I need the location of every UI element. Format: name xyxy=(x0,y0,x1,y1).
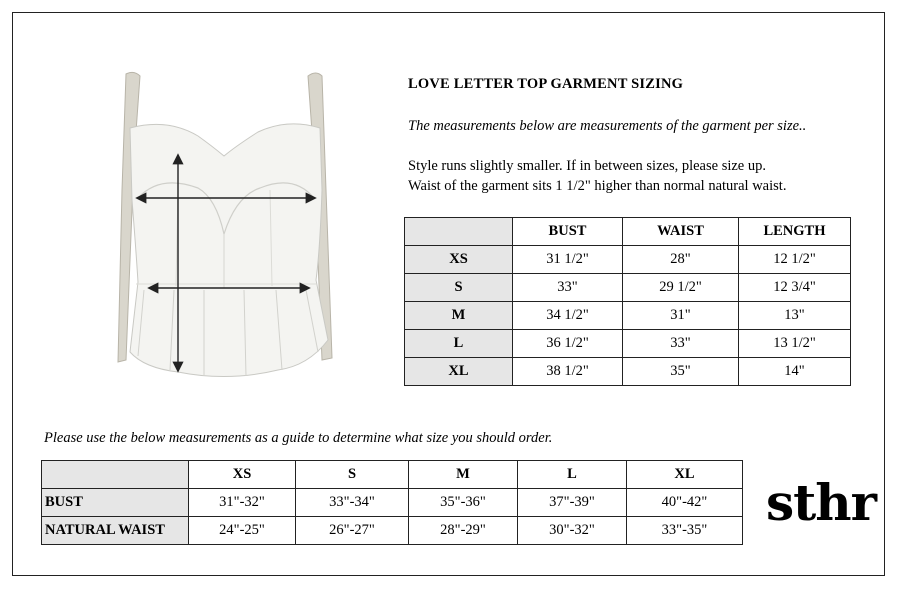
waist-value: 33" xyxy=(623,330,739,358)
header-length: LENGTH xyxy=(739,218,851,246)
header-size-s: S xyxy=(296,461,409,489)
table-row xyxy=(405,302,851,330)
bust-range: 35"-36" xyxy=(409,489,518,517)
bust-range: 37"-39" xyxy=(518,489,627,517)
bust-value: 34 1/2" xyxy=(513,302,623,330)
corner-cell xyxy=(42,461,189,489)
bodice xyxy=(130,124,328,377)
length-value: 14" xyxy=(739,358,851,386)
bust-value: 38 1/2" xyxy=(513,358,623,386)
table-row xyxy=(42,489,743,517)
fit-note: Style runs slightly smaller. If in between sizes, please size up. xyxy=(408,158,766,174)
size-label: S xyxy=(405,274,513,302)
body-measurement-table xyxy=(41,460,743,545)
waist-range: 26"-27" xyxy=(296,517,409,545)
waist-value: 29 1/2" xyxy=(623,274,739,302)
table-row xyxy=(405,358,851,386)
bust-range: 40"-42" xyxy=(627,489,743,517)
size-label: M xyxy=(405,302,513,330)
page-title: LOVE LETTER TOP GARMENT SIZING xyxy=(408,76,684,92)
table-row xyxy=(42,517,743,545)
bust-range: 33"-34" xyxy=(296,489,409,517)
garment-illustration xyxy=(108,70,340,390)
bust-range: 31"-32" xyxy=(189,489,296,517)
header-size-xl: XL xyxy=(627,461,743,489)
size-label: XL xyxy=(405,358,513,386)
waist-value: 31" xyxy=(623,302,739,330)
size-label: L xyxy=(405,330,513,358)
waist-range: 33"-35" xyxy=(627,517,743,545)
row-label-natural-waist: NATURAL WAIST xyxy=(42,517,189,545)
length-value: 13 1/2" xyxy=(739,330,851,358)
bust-value: 31 1/2" xyxy=(513,246,623,274)
garment-size-table xyxy=(404,217,851,386)
bust-value: 33" xyxy=(513,274,623,302)
waist-value: 28" xyxy=(623,246,739,274)
size-guide-instruction: Please use the below measurements as a guide to determine what size you should order. xyxy=(44,430,553,446)
bust-value: 36 1/2" xyxy=(513,330,623,358)
length-value: 12 1/2" xyxy=(739,246,851,274)
waist-range: 24"-25" xyxy=(189,517,296,545)
table-header-row xyxy=(405,218,851,246)
table-header-row xyxy=(42,461,743,489)
garment-measurement-note: The measurements below are measurements of the garment per size.. xyxy=(408,118,807,134)
waist-range: 30"-32" xyxy=(518,517,627,545)
table-row xyxy=(405,330,851,358)
waist-range: 28"-29" xyxy=(409,517,518,545)
length-value: 13" xyxy=(739,302,851,330)
table-row xyxy=(405,246,851,274)
table-row xyxy=(405,274,851,302)
header-bust: BUST xyxy=(513,218,623,246)
brand-logo: sthr xyxy=(766,473,876,532)
waist-value: 35" xyxy=(623,358,739,386)
header-size-m: M xyxy=(409,461,518,489)
length-value: 12 3/4" xyxy=(739,274,851,302)
corner-cell xyxy=(405,218,513,246)
header-waist: WAIST xyxy=(623,218,739,246)
header-size-l: L xyxy=(518,461,627,489)
size-label: XS xyxy=(405,246,513,274)
header-size-xs: XS xyxy=(189,461,296,489)
row-label-bust: BUST xyxy=(42,489,189,517)
waist-note: Waist of the garment sits 1 1/2" higher than normal natural waist. xyxy=(408,178,787,194)
